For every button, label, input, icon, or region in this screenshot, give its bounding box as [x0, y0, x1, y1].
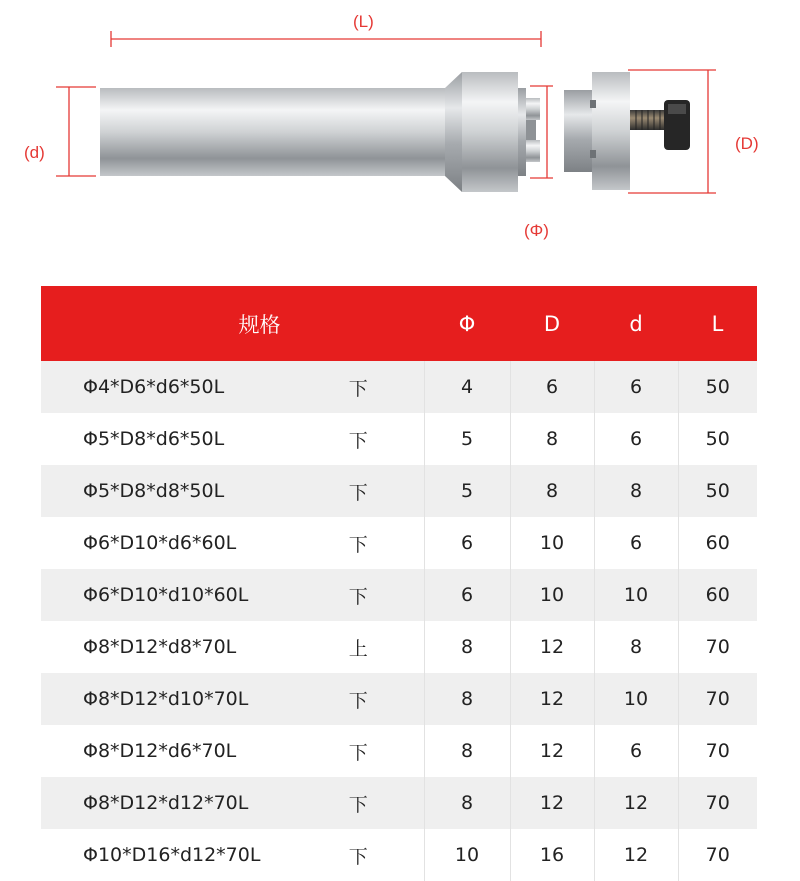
cell-L: 50: [678, 413, 757, 465]
table-row: [41, 621, 757, 673]
cell-phi: 4: [424, 361, 510, 413]
cell-phi: 8: [424, 777, 510, 829]
table-row: [41, 829, 757, 881]
cell-d: 8: [594, 621, 678, 673]
cell-phi: 5: [424, 413, 510, 465]
dimension-L-line: [111, 31, 541, 47]
cell-D: 10: [510, 517, 594, 569]
table-row: [41, 725, 757, 777]
label-L: (L): [353, 12, 374, 31]
cell-D: 6: [510, 361, 594, 413]
cell-d: 6: [594, 725, 678, 777]
cell-D: 8: [510, 413, 594, 465]
label-phi: (Φ): [524, 221, 549, 240]
cell-d: 6: [594, 361, 678, 413]
cell-d: 6: [594, 517, 678, 569]
dimension-d-line: [56, 87, 96, 176]
cell-D: 12: [510, 777, 594, 829]
table-row: [41, 777, 757, 829]
cell-phi: 8: [424, 621, 510, 673]
cell-position: 下: [293, 777, 424, 829]
cell-spec: Φ8*D12*d6*70L: [41, 725, 293, 777]
header-spec: 规格: [41, 286, 424, 361]
cell-spec: Φ5*D8*d6*50L: [41, 413, 293, 465]
table-header-row: [41, 286, 757, 361]
header-d: d: [594, 286, 678, 361]
table-row: [41, 413, 757, 465]
cell-spec: Φ5*D8*d8*50L: [41, 465, 293, 517]
cell-spec: Φ10*D16*d12*70L: [41, 829, 293, 881]
header-L: L: [678, 286, 757, 361]
cell-position: 下: [293, 465, 424, 517]
cell-spec: Φ8*D12*d12*70L: [41, 777, 293, 829]
cell-position: 下: [293, 569, 424, 621]
cell-spec: Φ8*D12*d8*70L: [41, 621, 293, 673]
cutter-head: [564, 72, 690, 190]
cell-D: 16: [510, 829, 594, 881]
cell-position: 下: [293, 517, 424, 569]
cell-D: 10: [510, 569, 594, 621]
table-row: [41, 361, 757, 413]
label-d: (d): [24, 143, 45, 162]
cell-phi: 5: [424, 465, 510, 517]
cell-spec: Φ6*D10*d6*60L: [41, 517, 293, 569]
header-phi: Φ: [424, 286, 510, 361]
cell-L: 70: [678, 777, 757, 829]
cell-L: 60: [678, 517, 757, 569]
cell-d: 12: [594, 829, 678, 881]
cell-L: 50: [678, 465, 757, 517]
cell-d: 12: [594, 777, 678, 829]
cell-position: 下: [293, 673, 424, 725]
cutter-illustration: [0, 0, 800, 262]
tool-shank: [100, 72, 540, 192]
table-row: [41, 517, 757, 569]
cell-phi: 6: [424, 569, 510, 621]
cell-L: 60: [678, 569, 757, 621]
cell-spec: Φ4*D6*d6*50L: [41, 361, 293, 413]
table-row: [41, 569, 757, 621]
cell-phi: 8: [424, 725, 510, 777]
cell-D: 12: [510, 673, 594, 725]
header-D: D: [510, 286, 594, 361]
cell-L: 70: [678, 829, 757, 881]
table-row: [41, 465, 757, 517]
cell-L: 70: [678, 673, 757, 725]
label-D: (D): [735, 134, 759, 153]
cell-D: 12: [510, 621, 594, 673]
cell-position: 下: [293, 361, 424, 413]
spec-table: [41, 286, 757, 881]
cell-spec: Φ6*D10*d10*60L: [41, 569, 293, 621]
cell-phi: 8: [424, 673, 510, 725]
cell-d: 10: [594, 569, 678, 621]
cell-d: 8: [594, 465, 678, 517]
cell-position: 下: [293, 413, 424, 465]
cell-D: 8: [510, 465, 594, 517]
cell-d: 10: [594, 673, 678, 725]
cell-d: 6: [594, 413, 678, 465]
tool-diagram: [0, 0, 800, 262]
cell-position: 下: [293, 725, 424, 777]
cell-position: 下: [293, 829, 424, 881]
table-row: [41, 673, 757, 725]
cell-spec: Φ8*D12*d10*70L: [41, 673, 293, 725]
cell-D: 12: [510, 725, 594, 777]
cell-phi: 6: [424, 517, 510, 569]
cell-phi: 10: [424, 829, 510, 881]
cell-position: 上: [293, 621, 424, 673]
cell-L: 70: [678, 621, 757, 673]
cell-L: 70: [678, 725, 757, 777]
cell-L: 50: [678, 361, 757, 413]
